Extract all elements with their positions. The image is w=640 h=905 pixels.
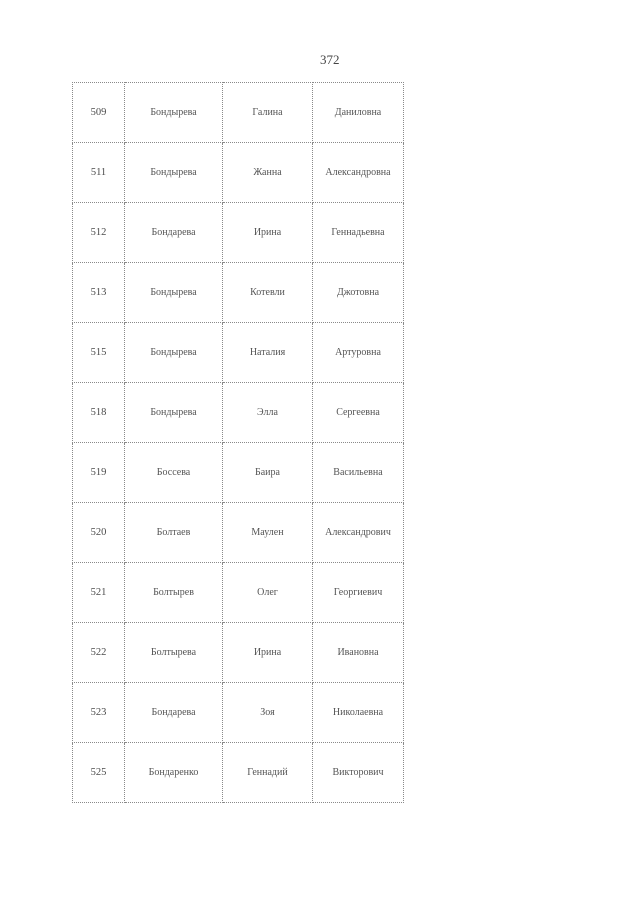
record-number: 519 [73, 443, 125, 503]
first-name-cell: Маулен [223, 503, 313, 563]
record-number: 513 [73, 263, 125, 323]
record-number: 523 [73, 683, 125, 743]
first-name-cell: Галина [223, 83, 313, 143]
table-row [73, 743, 404, 803]
first-name-cell: Наталия [223, 323, 313, 383]
surname-cell: Бондырева [125, 83, 223, 143]
table-row [73, 263, 404, 323]
patronymic-cell: Викторович [313, 743, 404, 803]
patronymic-cell: Ивановна [313, 623, 404, 683]
table-row [73, 143, 404, 203]
first-name-cell: Элла [223, 383, 313, 443]
record-number: 522 [73, 623, 125, 683]
surname-cell: Бондырева [125, 383, 223, 443]
table-row [73, 203, 404, 263]
surname-cell: Болтырева [125, 623, 223, 683]
record-number: 509 [73, 83, 125, 143]
table-row [73, 383, 404, 443]
surname-cell: Бондырева [125, 323, 223, 383]
first-name-cell: Олег [223, 563, 313, 623]
record-number: 521 [73, 563, 125, 623]
record-number: 518 [73, 383, 125, 443]
page-number: 372 [320, 52, 340, 67]
record-number: 512 [73, 203, 125, 263]
first-name-cell: Зоя [223, 683, 313, 743]
surname-cell: Бондарева [125, 683, 223, 743]
patronymic-cell: Артуровна [313, 323, 404, 383]
first-name-cell: Ирина [223, 623, 313, 683]
patronymic-cell: Геннадьевна [313, 203, 404, 263]
first-name-cell: Геннадий [223, 743, 313, 803]
patronymic-cell: Александровна [313, 143, 404, 203]
surname-cell: Болтырев [125, 563, 223, 623]
patronymic-cell: Сергеевна [313, 383, 404, 443]
table-row [73, 623, 404, 683]
surname-cell: Бондырева [125, 263, 223, 323]
surname-cell: Болтаев [125, 503, 223, 563]
surname-cell: Бондырева [125, 143, 223, 203]
surname-cell: Бондаренко [125, 743, 223, 803]
table-row [73, 323, 404, 383]
record-number: 515 [73, 323, 125, 383]
record-number: 511 [73, 143, 125, 203]
table-row [73, 443, 404, 503]
record-number: 525 [73, 743, 125, 803]
first-name-cell: Ирина [223, 203, 313, 263]
patronymic-cell: Георгиевич [313, 563, 404, 623]
table-row [73, 83, 404, 143]
first-name-cell: Жанна [223, 143, 313, 203]
patronymic-cell: Александрович [313, 503, 404, 563]
record-number: 520 [73, 503, 125, 563]
table-row [73, 503, 404, 563]
table-row [73, 563, 404, 623]
patronymic-cell: Даниловна [313, 83, 404, 143]
surname-cell: Боссева [125, 443, 223, 503]
table-row [73, 683, 404, 743]
patronymic-cell: Джотовна [313, 263, 404, 323]
patronymic-cell: Васильевна [313, 443, 404, 503]
patronymic-cell: Николаевна [313, 683, 404, 743]
first-name-cell: Котевли [223, 263, 313, 323]
first-name-cell: Баира [223, 443, 313, 503]
surname-cell: Бондарева [125, 203, 223, 263]
records-table [72, 82, 404, 803]
